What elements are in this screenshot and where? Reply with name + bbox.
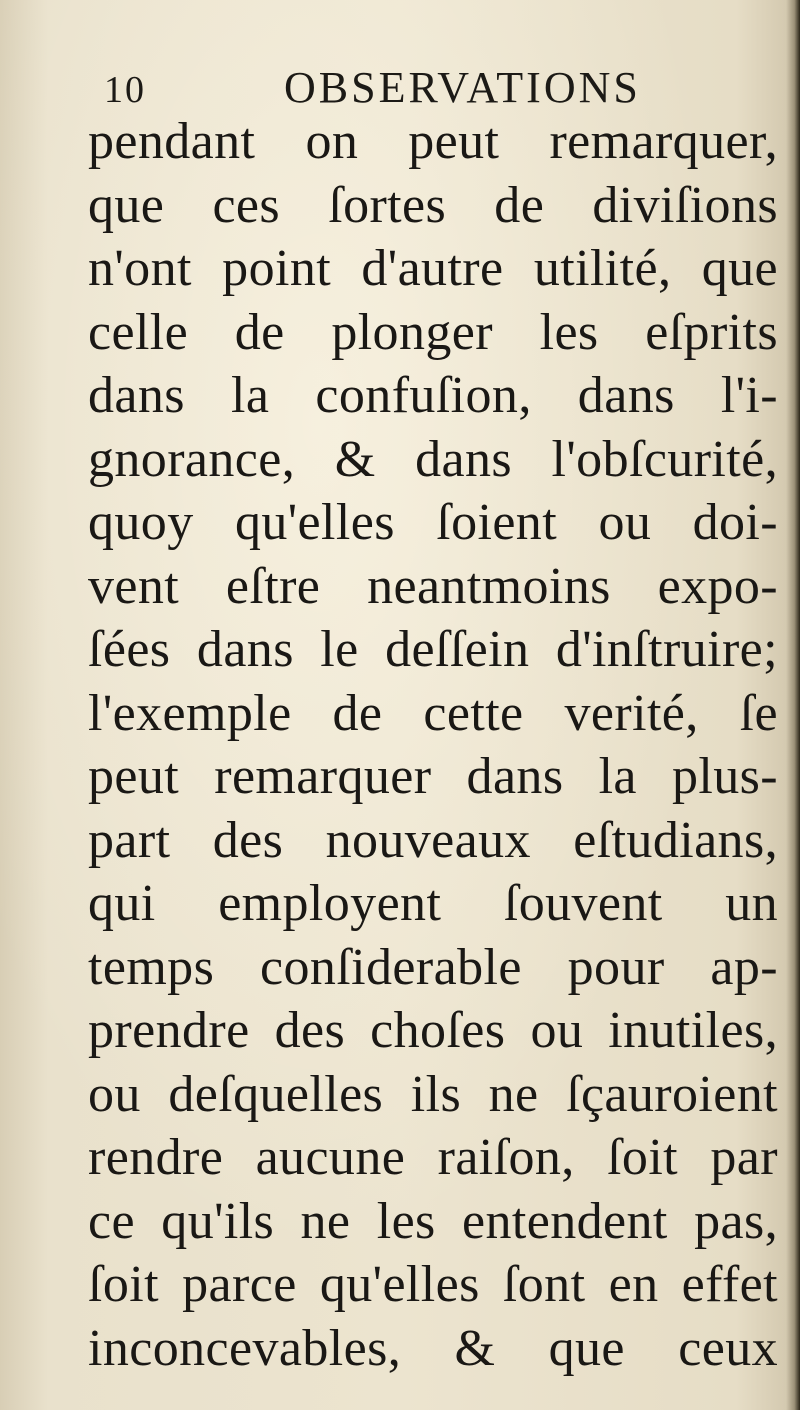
text-line: n'ont point d'autre utilité, que <box>88 240 778 297</box>
text-line: ſées dans le deſſein d'inſtruire; <box>88 621 778 678</box>
page-edge-shadow <box>786 0 800 1410</box>
text-line: vent eſtre neantmoins expo- <box>88 557 778 615</box>
text-line: ou deſquelles ils ne ſçauroient <box>88 1065 778 1123</box>
text-line: quoy qu'elles ſoient ou doi- <box>88 494 778 551</box>
page-number: 10 <box>104 69 146 111</box>
text-line: ce qu'ils ne les entendent pas, <box>88 1192 778 1250</box>
text-line: rendre aucune raiſon, ſoit par <box>88 1129 778 1186</box>
text-line: que ces ſortes de diviſions <box>88 176 778 234</box>
text-line: celle de plonger les eſprits <box>88 303 778 361</box>
running-title: OBSERVATIONS <box>284 63 641 112</box>
text-line: part des nouveaux eſtudians, <box>88 811 778 869</box>
text-line: prendre des choſes ou inutiles, <box>88 1002 778 1059</box>
body-text <box>88 110 778 1380</box>
text-line: qui employent ſouvent un <box>88 875 778 932</box>
text-line: l'exemple de cette verité, ſe <box>88 684 778 742</box>
text-line: ſoit parce qu'elles ſont en effet <box>88 1256 778 1313</box>
text-line: dans la confuſion, dans l'i- <box>88 367 778 424</box>
text-line: inconcevables, & que ceux <box>88 1319 778 1377</box>
text-line: gnorance, & dans l'obſcurité, <box>88 430 778 488</box>
text-line: peut remarquer dans la plus- <box>88 748 778 805</box>
running-head <box>104 58 704 118</box>
text-line: pendant on peut remarquer, <box>88 113 778 170</box>
text-line: temps conſiderable pour ap- <box>88 938 778 996</box>
